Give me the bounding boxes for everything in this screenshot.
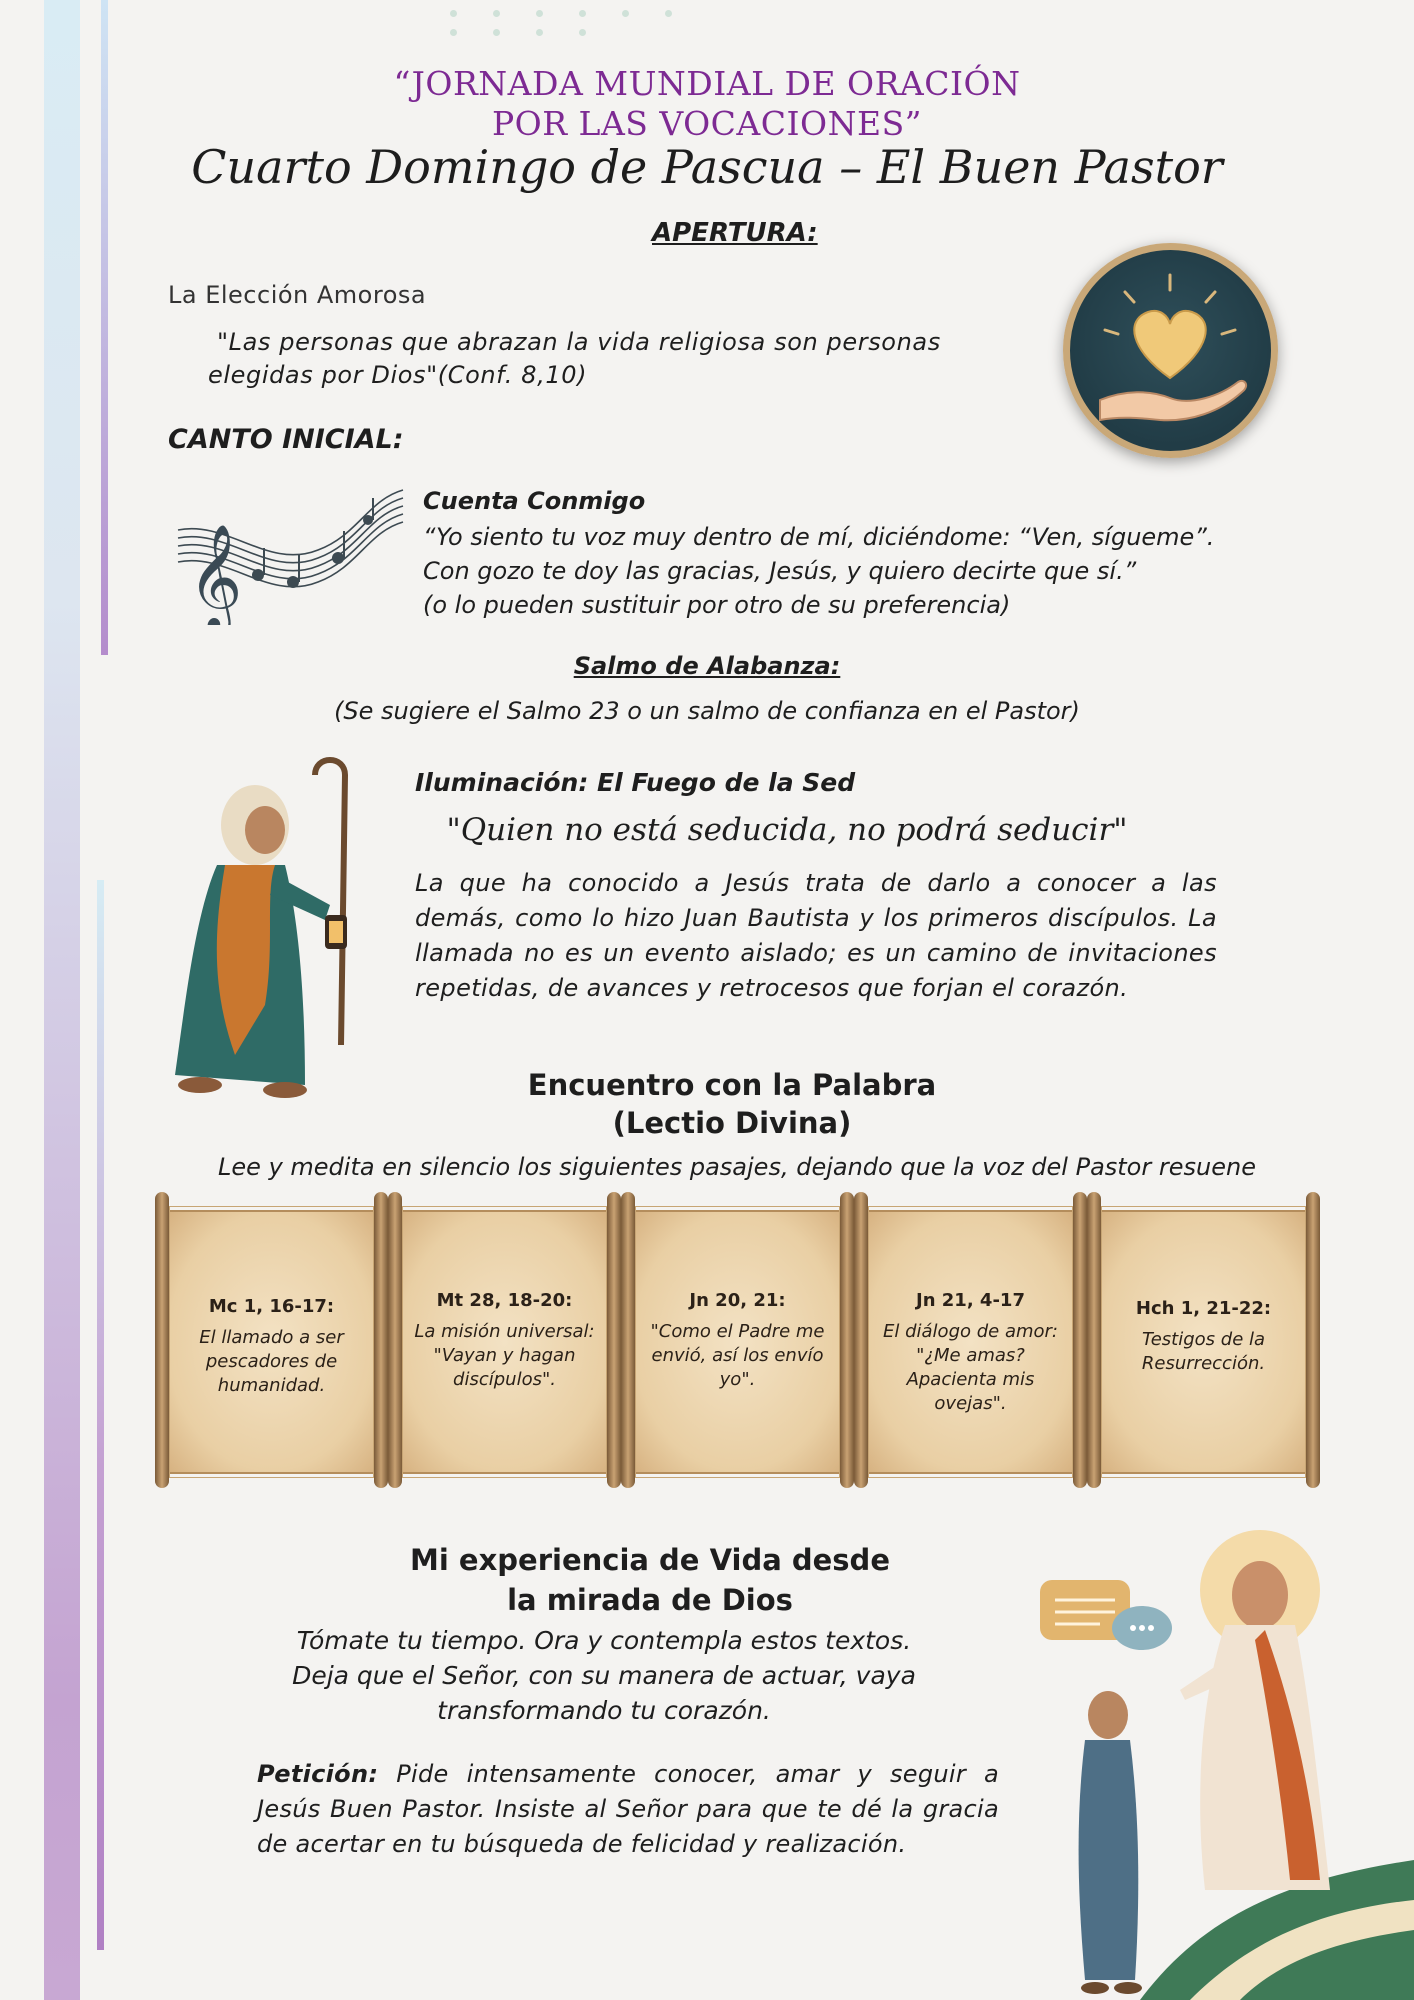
scroll-card	[1087, 1192, 1320, 1492]
apertura-subtitle: La Elección Amorosa	[168, 281, 427, 309]
canto-heading: CANTO INICIAL:	[168, 424, 404, 455]
encuentro-instruction: Lee y medita en silencio los siguientes pasajes, dejando que la voz del Pastor resuene	[218, 1153, 1256, 1181]
scroll-reference: Hch 1, 21-22:	[1135, 1298, 1272, 1319]
decorative-dots	[440, 10, 700, 40]
song-lyrics	[423, 520, 1243, 622]
lyric-line: (o lo pueden sustituir por otro de su preferencia)	[423, 591, 1011, 619]
title-line: “JORNADA MUNDIAL DE ORACIÓN	[393, 64, 1021, 103]
peticion-text: Pide intensamente conocer, amar y seguir a Jesús Buen Pastor. Insiste al Señor para que te dé la gracia de acertar en tu búsqueda de felicidad y realización.	[257, 1760, 999, 1858]
scroll-reference: Mt 28, 18-20:	[436, 1290, 573, 1311]
quote-line: "Las personas que abrazan la vida religiosa son personas	[217, 328, 941, 356]
decorative-stripe-thin	[97, 880, 104, 1950]
heading-line: Mi experiencia de Vida desde	[410, 1543, 890, 1577]
apertura-quote	[208, 326, 997, 392]
page-title	[0, 64, 1414, 144]
iluminacion-paragraph: La que ha conocido a Jesús trata de darlo a conocer a las demás, como lo hizo Juan Bautista y los primeros discípulos. La llamada no es un evento aislado; es un camino de invitaciones repetidas, de avances y retrocesos que forjan el corazón.	[415, 869, 1217, 1002]
page-subtitle: Cuarto Domingo de Pascua – El Buen Pastor	[191, 140, 1223, 194]
jesus-disciple-illustration	[1020, 1500, 1414, 2000]
title-line: POR LAS VOCACIONES”	[491, 104, 923, 143]
scroll-reference: Jn 21, 4-17	[916, 1290, 1025, 1311]
text-line: Tómate tu tiempo. Ora y contempla estos textos.	[296, 1626, 912, 1655]
salmo-text: (Se sugiere el Salmo 23 o un salmo de confianza en el Pastor)	[334, 697, 1080, 725]
apertura-heading: APERTURA:	[652, 218, 818, 248]
heading-line: la mirada de Dios	[507, 1583, 793, 1617]
encuentro-heading	[25, 1066, 1414, 1142]
scroll-text: Testigos de la Resurrección.	[1141, 1329, 1266, 1374]
shepherd-illustration	[155, 755, 385, 1105]
salmo-heading	[0, 652, 1414, 680]
scroll-text: La misión universal: "Vayan y hagan discípulos".	[414, 1321, 595, 1390]
heart-hand-icon	[1063, 243, 1278, 458]
text-line: Deja que el Señor, con su manera de actuar, vaya	[292, 1661, 916, 1690]
quote-line: elegidas por Dios"(Conf. 8,10)	[208, 361, 588, 389]
scroll-card	[621, 1192, 854, 1492]
salmo-heading-text: Salmo de Alabanza:	[573, 652, 841, 680]
scroll-reference: Mc 1, 16-17:	[208, 1296, 335, 1317]
scroll-text: El diálogo de amor: "¿Me amas? Apacienta mis ovejas".	[883, 1321, 1058, 1414]
text-line: transformando tu corazón.	[437, 1696, 771, 1725]
scroll-text: "Como el Padre me envió, así los envío yo".	[650, 1321, 825, 1390]
peticion-paragraph	[257, 1757, 999, 1862]
scroll-card	[854, 1192, 1087, 1492]
music-notes-icon	[168, 480, 408, 625]
scroll-reference: Jn 20, 21:	[689, 1290, 786, 1311]
peticion-label: Petición:	[257, 1760, 379, 1788]
svg-text:𝄞: 𝄞	[188, 523, 243, 625]
iluminacion-quote: "Quien no está seducida, no podrá seducir"	[446, 812, 1128, 848]
heading-line: Encuentro con la Palabra	[527, 1068, 937, 1102]
lyric-line: “Yo siento tu voz muy dentro de mí, diciéndome: “Ven, sígueme”.	[423, 523, 1215, 551]
heading-line: (Lectio Divina)	[612, 1106, 852, 1140]
scroll-card	[155, 1192, 388, 1492]
scroll-row	[155, 1192, 1320, 1492]
scroll-text: El llamado a ser pescadores de humanidad.	[199, 1327, 344, 1396]
iluminacion-heading: Iluminación: El Fuego de la Sed	[415, 768, 856, 797]
lyric-line: Con gozo te doy las gracias, Jesús, y quiero decirte que sí.”	[423, 557, 1137, 585]
scroll-card	[388, 1192, 621, 1492]
song-title: Cuenta Conmigo	[423, 487, 646, 515]
